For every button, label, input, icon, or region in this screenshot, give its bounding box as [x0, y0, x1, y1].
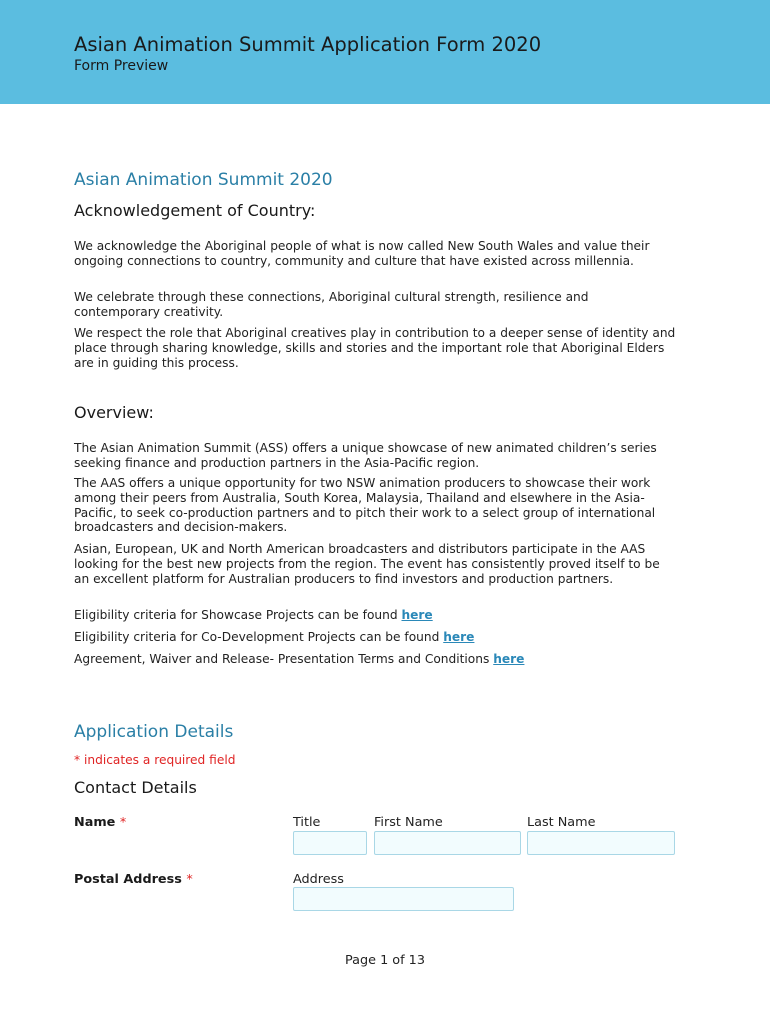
section-title-application: Application Details [74, 722, 234, 742]
acknowledgement-paragraph: We acknowledge the Aboriginal people of what is now called New South Wales and value their ongoing connections to country, community and culture that have existed across millennia. [74, 239, 650, 268]
acknowledgement-heading: Acknowledgement of Country: [74, 201, 316, 220]
title-input[interactable] [293, 831, 367, 855]
codev-eligibility-link[interactable]: here [443, 630, 475, 644]
postal-label-text: Postal Address [74, 872, 182, 887]
terms-link[interactable]: here [493, 652, 525, 666]
first-name-input[interactable] [374, 831, 521, 855]
first-name-label: First Name [374, 815, 443, 830]
showcase-eligibility-text: Eligibility criteria for Showcase Projects can be found [74, 608, 398, 622]
last-name-input[interactable] [527, 831, 675, 855]
section-title-summit: Asian Animation Summit 2020 [74, 170, 333, 190]
acknowledgement-paragraph: We respect the role that Aboriginal creatives play in contribution to a deeper sense of identity and place through sharing knowledge, skills and stories and the important role that Aboriginal Elders are in guiding this process. [74, 326, 676, 370]
codev-eligibility-text: Eligibility criteria for Co-Development Projects can be found [74, 630, 440, 644]
page-header [0, 0, 770, 104]
name-label-text: Name [74, 815, 116, 830]
terms-text: Agreement, Waiver and Release- Presentation Terms and Conditions [74, 652, 490, 666]
showcase-eligibility-link[interactable]: here [401, 608, 433, 622]
required-field-note: * indicates a required field [74, 753, 236, 767]
address-label: Address [293, 872, 344, 887]
overview-paragraph: The Asian Animation Summit (ASS) offers a unique showcase of new animated children’s series seeking finance and production partners in the Asia-Pacific region. [74, 441, 657, 470]
required-star: * [186, 872, 193, 887]
name-field-label [74, 815, 126, 830]
contact-details-heading: Contact Details [74, 778, 197, 797]
acknowledgement-paragraph: We celebrate through these connections, Aboriginal cultural strength, resilience and contemporary creativity. [74, 290, 589, 319]
postal-address-label [74, 872, 193, 887]
address-input[interactable] [293, 887, 514, 911]
required-star: * [119, 815, 127, 830]
overview-heading: Overview: [74, 403, 154, 422]
form-subtitle: Form Preview [74, 58, 169, 74]
codev-eligibility-line [74, 630, 676, 645]
title-label: Title [293, 815, 321, 830]
form-title: Asian Animation Summit Application Form 2020 [74, 33, 542, 56]
page-indicator: Page 1 of 13 [345, 953, 425, 968]
terms-line [74, 652, 676, 667]
overview-paragraph: Asian, European, UK and North American broadcasters and distributors participate in the AAS looking for the best new projects from the region. The event has consistently proved itself to be an excellent platform for Australian producers to find investors and production partners. [74, 542, 660, 586]
overview-paragraph: The AAS offers a unique opportunity for two NSW animation producers to showcase their work among their peers from Australia, South Korea, Malaysia, Thailand and elsewhere in the Asia-Pacific, to seek co-production partners and to pitch their work to a select group of international broadcasters and decision-makers. [74, 476, 656, 535]
showcase-eligibility-line [74, 608, 676, 623]
last-name-label: Last Name [527, 815, 596, 830]
